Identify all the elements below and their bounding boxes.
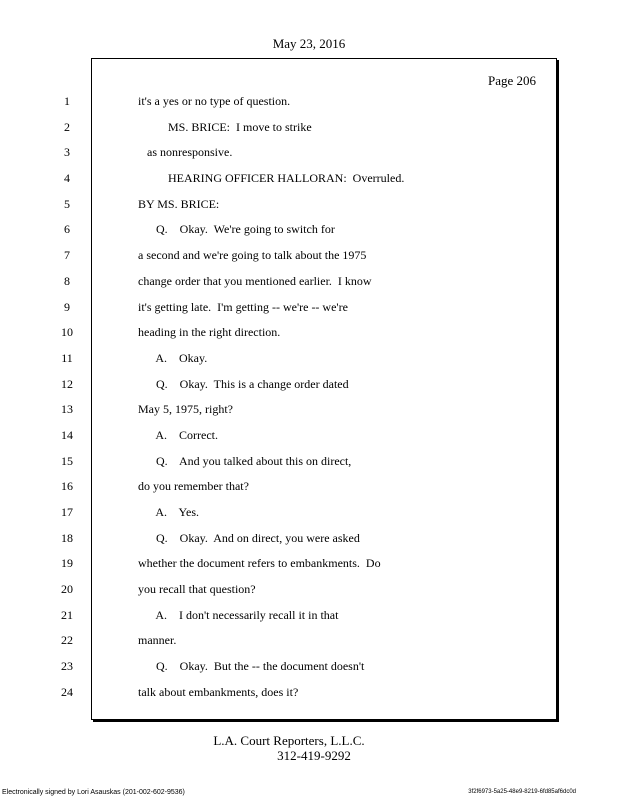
transcript-line (61, 453, 556, 481)
line-number: 5 (64, 196, 70, 211)
page-number: Page 206 (487, 73, 536, 88)
transcript-line (64, 119, 556, 147)
line-text: change order that you mentioned earlier. I know (138, 273, 372, 288)
line-number: 3 (64, 145, 70, 160)
line-number: 15 (61, 453, 73, 468)
transcript-line (64, 273, 556, 301)
line-number: 16 (61, 479, 73, 494)
transcript-line (61, 479, 556, 506)
transcript-line (61, 402, 556, 429)
transcript-lines (61, 94, 556, 712)
line-number: 8 (64, 273, 70, 288)
line-text: do you remember that? (138, 479, 249, 494)
line-number: 17 (61, 505, 73, 519)
line-text: Q. Okay. This is a change order dated (138, 376, 349, 391)
line-number: 4 (64, 171, 70, 186)
transcript-line (61, 582, 556, 609)
line-text: Q. Okay. But the -- the document doesn't (138, 659, 365, 674)
document-hash: 3f2f6973-5a25-48e9-8219-6fd85af6dc0d (468, 789, 576, 795)
line-text: Q. Okay. And on direct, you were asked (138, 530, 360, 545)
transcript-line (64, 196, 556, 224)
transcript-line (61, 633, 556, 660)
line-number: 21 (61, 607, 73, 622)
line-text: it's getting late. I'm getting -- we're -- we're (138, 299, 348, 314)
transcript-line (61, 427, 556, 455)
transcript-line (61, 684, 556, 712)
transcript-line (64, 222, 556, 249)
line-number: 9 (64, 299, 70, 314)
line-text: talk about embankments, does it? (138, 684, 299, 699)
line-text: Q. Okay. We're going to switch for (138, 222, 335, 237)
line-number: 13 (61, 402, 73, 417)
line-number: 10 (61, 325, 73, 340)
transcript-line (61, 659, 556, 686)
footer-firm-name: L.A. Court Reporters, L.L.C. (213, 733, 365, 748)
line-text: as nonresponsive. (138, 145, 233, 160)
transcript-line (61, 505, 556, 532)
transcript-line (61, 325, 556, 352)
line-number: 14 (61, 427, 73, 442)
line-text: HEARING OFFICER HALLORAN: Overruled. (138, 171, 405, 186)
line-text: whether the document refers to embankments. Do (138, 556, 381, 571)
line-number: 22 (61, 633, 73, 648)
line-number: 24 (61, 684, 73, 699)
line-text: a second and we're going to talk about the 1975 (138, 248, 367, 263)
line-text: May 5, 1975, right? (138, 402, 233, 417)
line-number: 11 (61, 350, 73, 365)
footer-phone: 312-419-9292 (277, 748, 351, 763)
transcript-line (64, 299, 556, 327)
line-number: 7 (64, 248, 70, 263)
transcript-line (64, 94, 556, 121)
line-text: it's a yes or no type of question. (138, 94, 291, 108)
line-text: you recall that question? (138, 582, 256, 597)
line-text: BY MS. BRICE: (138, 196, 220, 211)
line-text: MS. BRICE: I move to strike (138, 119, 312, 134)
line-number: 20 (61, 582, 73, 597)
electronic-signature: Electronically signed by Lori Asauskas (201-002-602-9536) (2, 789, 185, 796)
line-number: 23 (61, 659, 73, 674)
line-text: A. I don't necessarily recall it in that (138, 607, 339, 622)
line-number: 12 (61, 376, 73, 391)
line-text: A. Correct. (138, 427, 218, 442)
line-number: 2 (64, 119, 70, 134)
transcript-line (61, 530, 556, 558)
line-text: heading in the right direction. (138, 325, 281, 340)
header-date: May 23, 2016 (272, 36, 346, 51)
line-text: A. Yes. (138, 505, 200, 519)
line-text: manner. (138, 633, 177, 648)
line-number: 18 (61, 530, 73, 545)
line-text: A. Okay. (138, 350, 208, 365)
transcript-line (64, 145, 556, 172)
line-number: 1 (64, 94, 70, 108)
line-number: 19 (61, 556, 73, 571)
transcript-line (61, 376, 556, 404)
transcript-line (61, 350, 556, 378)
line-text: Q. And you talked about this on direct, (138, 453, 352, 468)
transcript-line (61, 607, 556, 635)
transcript-line (61, 556, 556, 583)
transcript-line (64, 248, 556, 275)
transcript-page (61, 58, 557, 720)
line-number: 6 (64, 222, 70, 237)
transcript-line (64, 171, 556, 198)
